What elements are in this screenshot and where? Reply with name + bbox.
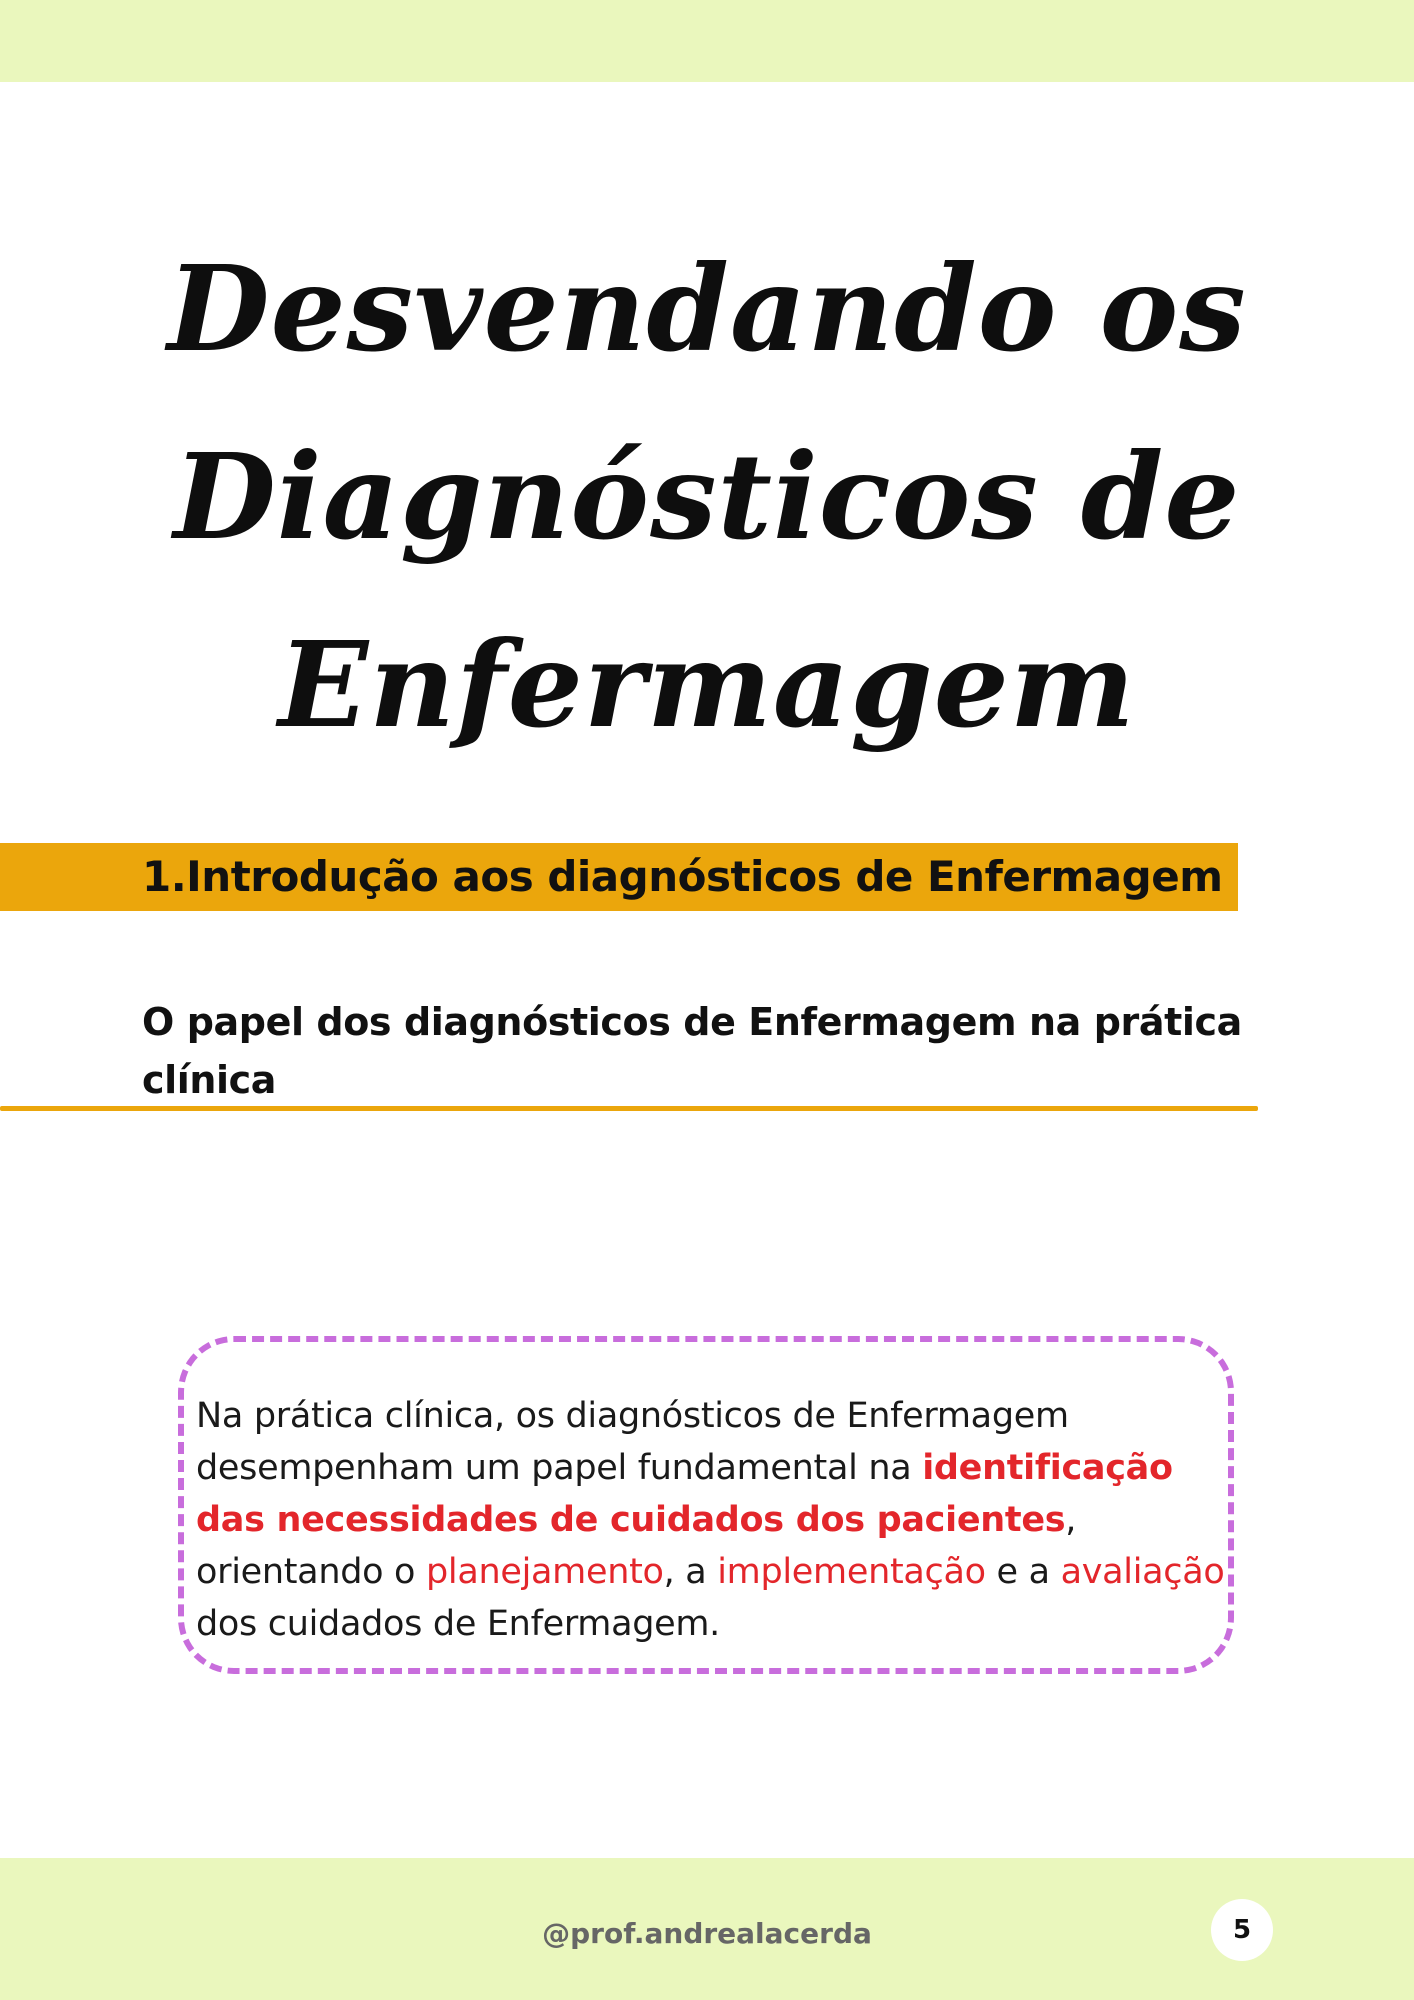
top-band (0, 0, 1414, 82)
title-line-2: Diagnósticos de (173, 427, 1241, 566)
subheading: O papel dos diagnósticos de Enfermagem na prática clínica (142, 1000, 1242, 1102)
callout-text-part: Na prática clínica, os diagnósticos de Enfermagem desempenham um papel fundamental na (196, 1396, 1069, 1488)
callout-text-part: e a (985, 1552, 1061, 1592)
section-title: 1.Introdução aos diagnósticos de Enfermagem (142, 852, 1223, 901)
callout-highlight-planning: planejamento (426, 1552, 664, 1592)
callout-text-part: , a (663, 1552, 718, 1592)
page-number-badge: 5 (1211, 1899, 1273, 1961)
callout-highlight-implementation: implementação (717, 1552, 986, 1592)
callout-highlight-evaluation: avaliação (1060, 1552, 1225, 1592)
callout-text (196, 1390, 1226, 1650)
subheading-underline (0, 1106, 1258, 1111)
page-title (0, 215, 1414, 779)
title-line-1: Desvendando os (167, 239, 1247, 378)
callout-highlight-needs: identificação das necessidades de cuidados dos pacientes (196, 1448, 1173, 1540)
callout-text-part: , orientando o (196, 1500, 1077, 1592)
author-handle: @prof.andrealacerda (542, 1917, 872, 1950)
section-heading-bar (0, 843, 1238, 911)
callout-text-part: dos cuidados de Enfermagem. (196, 1604, 721, 1644)
title-line-3: Enfermagem (278, 615, 1136, 754)
